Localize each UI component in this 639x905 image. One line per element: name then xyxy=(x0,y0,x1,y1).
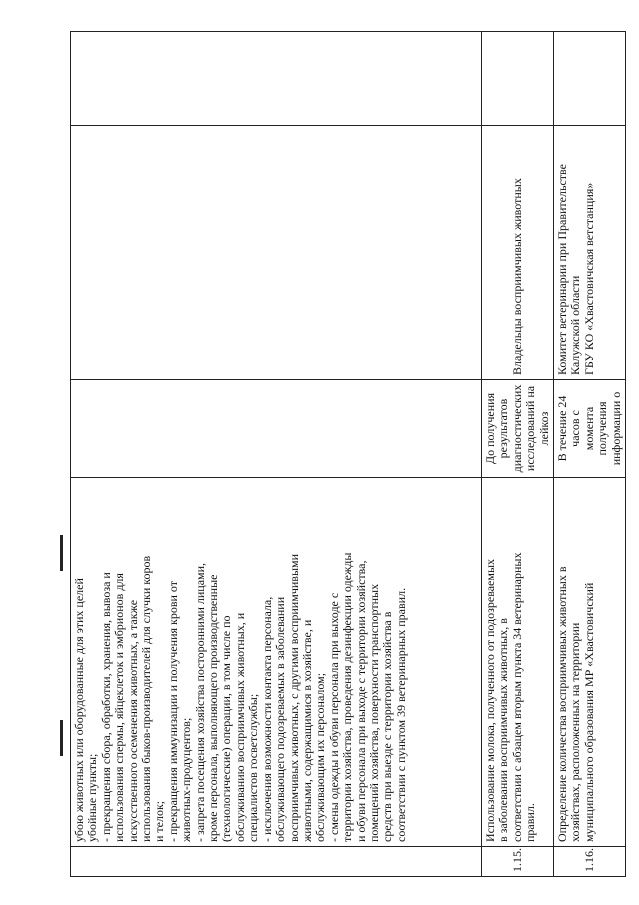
deadline-line: До получения xyxy=(483,392,497,465)
measure-line: территории хозяйства, проведения дезинфекции одежды xyxy=(340,552,355,842)
responsible-cell xyxy=(554,126,626,380)
row-number-cell: 1.16. xyxy=(554,847,626,877)
measure-line: муниципального образования МР «Хвастовичский xyxy=(581,582,596,842)
measure-line: использования быков-производителей для случки коров xyxy=(139,555,154,842)
scan-artifact-mark xyxy=(60,535,63,571)
measure-line: соответствии с пунктом 39 ветеринарных правил. xyxy=(393,587,408,842)
measure-line: - исключения возможности контакта персонала, xyxy=(259,596,274,842)
measure-line: (технологические) операции, в том числе по xyxy=(219,615,234,842)
notes-cell xyxy=(482,32,554,126)
responsible-cell xyxy=(71,126,482,380)
measure-line: средств при выезде с территории хозяйства в xyxy=(380,611,395,842)
measure-line: в заболевании восприимчивых животных, в xyxy=(496,618,511,842)
notes-cell xyxy=(554,32,626,126)
deadline-line: исследований на лейкоз xyxy=(523,385,551,472)
row-number-cell xyxy=(71,847,482,877)
measure-line: использования спермы, яйцеклеток и эмбрионов для xyxy=(112,573,127,842)
measure-line: - прекращения иммунизации и получения крови от xyxy=(165,580,180,842)
measure-line: обслуживающим их персоналом; xyxy=(313,672,328,842)
measure-line: животными, содержащимися в хозяйстве, и xyxy=(299,619,314,842)
deadline-line: результатов xyxy=(496,398,511,459)
measure-line: и обуви персонала при выходе с территории хозяйства, xyxy=(353,560,368,842)
measure-line: искусственного осеменения животных, а также xyxy=(125,599,140,842)
row-number-cell: 1.15. xyxy=(482,847,554,877)
measure-line: помещений хозяйства, поверхности транспортных xyxy=(366,583,381,842)
deadline-line: В течение 24 часов с xyxy=(555,395,583,462)
measure-line: восприимчивых животных, с другими восприимчивыми xyxy=(286,553,301,842)
measure-line: кроме персонала, выполняющего производственные xyxy=(206,574,221,842)
measure-line: - смены одежды и обуви персонала при выходе с xyxy=(326,592,341,842)
measure-line: правил. xyxy=(523,803,538,842)
measure-line: убойные пункты; xyxy=(85,753,100,842)
table-row xyxy=(482,32,554,877)
measure-line: обслуживанию восприимчивых животных, и xyxy=(232,612,247,842)
responsible-line: ГБУ КО «Хвастовичская ветстанция» xyxy=(581,182,596,375)
measure-line: обслуживающего подозреваемых в заболевании xyxy=(273,596,288,842)
measure-line: - прекращения сбора, обработки, хранения, вывоза и xyxy=(98,572,113,842)
measures-table xyxy=(70,31,626,877)
deadline-line: диагностических xyxy=(509,384,524,473)
table-row xyxy=(71,32,482,877)
deadline-line: момента получения xyxy=(581,401,610,456)
deadline-cell xyxy=(554,380,626,478)
measure-line: убою животных или оборудованные для этих целей xyxy=(72,578,86,842)
measure-line: Использование молока, полученного от подозреваемых xyxy=(483,558,497,842)
measure-line: Определение количества восприимчивых животных в xyxy=(555,566,570,842)
measure-cell xyxy=(554,478,626,847)
responsible-line: Владельцы восприимчивых животных xyxy=(509,178,524,375)
responsible-cell xyxy=(482,126,554,380)
deadline-cell xyxy=(482,380,554,478)
scan-artifact-mark xyxy=(60,720,63,756)
measure-line: специалистов госветслужбы; xyxy=(246,693,261,842)
measure-cell xyxy=(482,478,554,847)
table-row xyxy=(554,32,626,877)
measure-cell xyxy=(71,478,482,847)
measure-line: хозяйствах, расположенных на территории xyxy=(568,622,583,842)
responsible-line: Комитет ветеринарии при Правительстве xyxy=(555,164,570,375)
measure-line: животных-продуцентов; xyxy=(179,717,194,842)
measure-line: - запрета посещения хозяйства посторонними лицами, xyxy=(192,562,207,842)
deadline-cell xyxy=(71,380,482,478)
responsible-line: Калужской области xyxy=(568,275,583,375)
measure-line: соответствии с абзацем вторым пункта 34 ветеринарных xyxy=(509,552,524,842)
deadline-line: информации о xyxy=(608,391,623,466)
measure-line: и телок; xyxy=(152,800,167,842)
notes-cell xyxy=(71,32,482,126)
rotated-table-container xyxy=(70,32,623,877)
